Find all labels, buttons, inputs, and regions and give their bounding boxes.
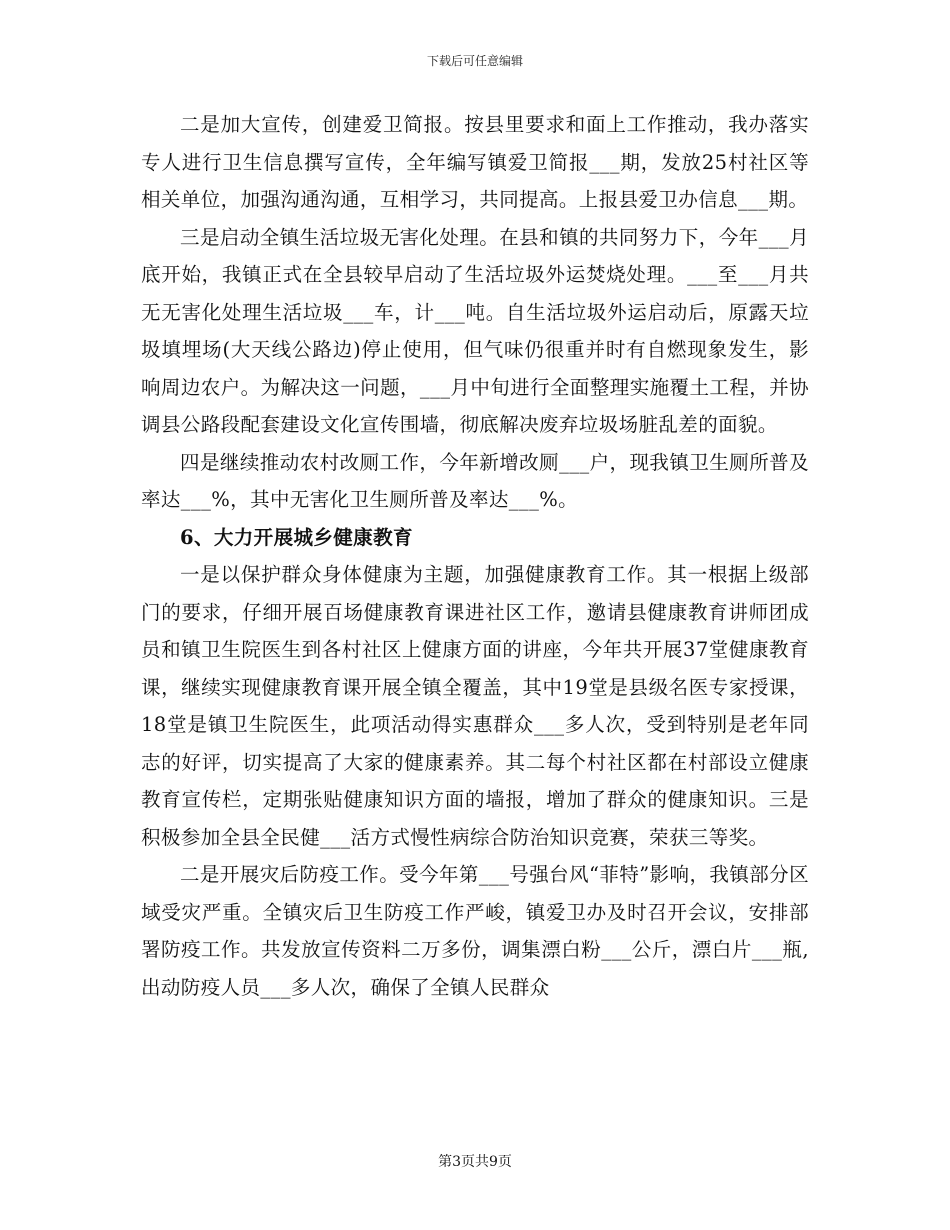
page-header-note: 下载后可任意编辑	[426, 54, 523, 68]
paragraph-disaster-epidemic-prevention: 二是开展灾后防疫工作。受今年第___号强台风“菲特”影响，我镇部分区域受灾严重。全镇灾后卫生防疫工作严峻，镇爱卫办及时召开会议，安排部署防疫工作。共发放宣传资料二万多份，调集漂白粉___公斤，漂白片___瓶,出动防疫人员___多人次，确保了全镇人民群众	[141, 863, 809, 999]
paragraph-toilet-reform: 四是继续推动农村改厕工作，今年新增改厕___户，现我镇卫生厕所普及率达___%，其中无害化卫生厕所普及率达___%。	[141, 450, 809, 511]
paragraph-aiwei-bulletin: 二是加大宣传，创建爱卫简报。按县里要求和面上工作推动，我办落实专人进行卫生信息撰写宣传，全年编写镇爱卫简报___期，发放25村社区等相关单位，加强沟通沟通，互相学习，共同提高。上报县爱卫办信息___期。	[141, 113, 809, 211]
section-heading-health-education: 6、大力开展城乡健康教育	[180, 525, 413, 549]
document-body	[141, 106, 809, 1006]
paragraph-health-education: 一是以保护群众身体健康为主题，加强健康教育工作。其一根据上级部门的要求，仔细开展百场健康教育课进社区工作，邀请县健康教育讲师团成员和镇卫生院医生到各村社区上健康方面的讲座，今年共开展37堂健康教育课，继续实现健康教育课开展全镇全覆盖，其中19堂是县级名医专家授课，18堂是镇卫生院医生，此项活动得实惠群众___多人次，受到特别是老年同志的好评，切实提高了大家的健康素养。其二每个村社区都在村部设立健康教育宣传栏，定期张贴健康知识方面的墙报，增加了群众的健康知识。三是积极参加全县全民健___活方式慢性病综合防治知识竞赛，荣获三等奖。	[141, 563, 809, 849]
paragraph-garbage-treatment: 三是启动全镇生活垃圾无害化处理。在县和镇的共同努力下，今年___月底开始，我镇正式在全县较早启动了生活垃圾外运焚烧处理。___至___月共无无害化处理生活垃圾___车，计___吨。自生活垃圾外运启动后，原露天垃圾填埋场(大天线公路边)停止使用，但气味仍很重并时有自燃现象发生，影响周边农户。为解决这一问题，___月中旬进行全面整理实施覆土工程，并协调县公路段配套建设文化宣传围墙，彻底解决废弃垃圾场脏乱差的面貌。	[141, 225, 809, 436]
page-number: 第3页共9页	[438, 1154, 512, 1170]
